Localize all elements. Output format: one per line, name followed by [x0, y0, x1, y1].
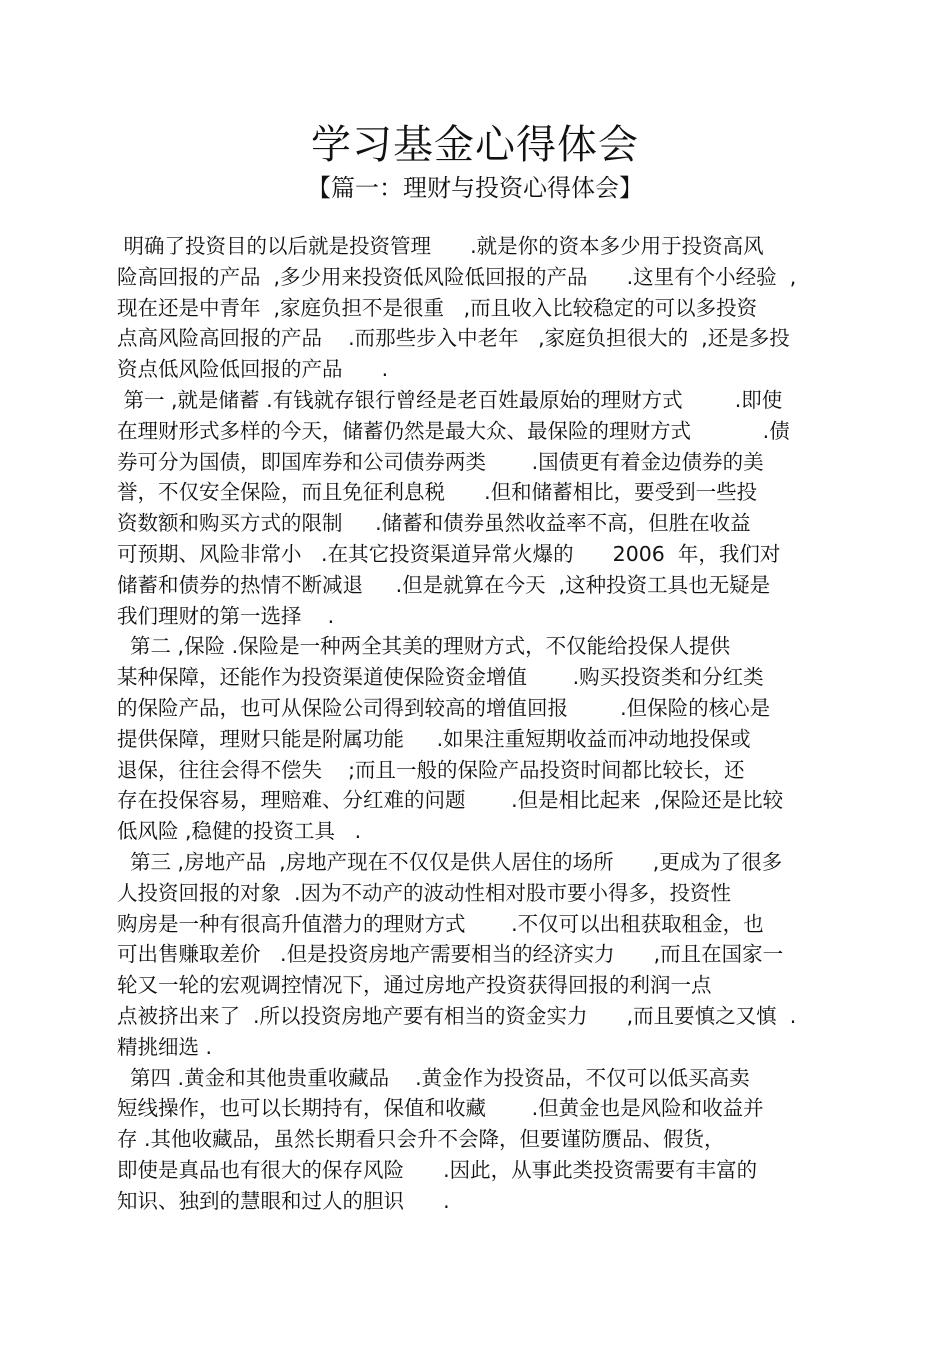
body-line: 现在还是中青年 ,家庭负担不是很重 ,而且收入比较稳定的可以多投资	[117, 295, 758, 320]
body-line: 提供保障，理财只能是附属功能 .如果注重短期收益而冲动地投保或	[117, 726, 751, 751]
body-line: 我们理财的第一选择 .	[117, 603, 335, 628]
document-title: 学习基金心得体会	[311, 122, 639, 168]
body-line: 存 .其他收藏品，虽然长期看只会升不会降，但要谨防赝品、假货，	[117, 1127, 725, 1152]
body-line: 险高回报的产品 ,多少用来投资低风险低回报的产品 .这里有个小经验 ,	[117, 264, 797, 289]
body-line: 资数额和购买方式的限制 .储蓄和债券虽然收益率不高，但胜在收益	[117, 511, 751, 536]
body-line: 第一 ,就是储蓄 .有钱就存银行曾经是老百姓最原始的理财方式 .即使	[117, 387, 783, 412]
body-line: 点高风险高回报的产品 .而那些步入中老年 ,家庭负担很大的 ,还是多投	[117, 326, 790, 351]
body-line: 某种保障，还能作为投资渠道使保险资金增值 .购买投资类和分红类	[117, 665, 764, 690]
body-line: 第三 ,房地产品 ,房地产现在不仅仅是供人居住的场所 ,更成为了很多	[117, 849, 783, 874]
body-line: 轮又一轮的宏观调控情况下，通过房地产投资获得回报的利润一点	[117, 973, 712, 998]
body-line: 储蓄和债券的热情不断减退 .但是就算在今天 ,这种投资工具也无疑是	[117, 572, 771, 597]
body-line: 明确了投资目的以后就是投资管理 .就是你的资本多少用于投资高风	[117, 234, 764, 258]
body-line: 誉，不仅安全保险，而且免征利息税 .但和储蓄相比，要受到一些投	[117, 480, 758, 505]
body-line: 第四 .黄金和其他贵重收藏品 .黄金作为投资品，不仅可以低买高卖	[117, 1065, 750, 1090]
body-line: 精挑细选 .	[117, 1034, 213, 1059]
body-line: 在理财形式多样的今天，储蓄仍然是最大众、最保险的理财方式 .债	[117, 418, 790, 443]
body-line: 资点低风险低回报的产品 .	[117, 357, 389, 382]
body-line: 退保，往往会得不偿失 ;而且一般的保险产品投资时间都比较长，还	[117, 757, 745, 782]
body-line: 点被挤出来了 .所以投资房地产要有相当的资金实力 ,而且要慎之又慎 .	[117, 1003, 797, 1028]
body-line: 知识、独到的慧眼和过人的胆识 .	[117, 1188, 450, 1213]
body-line: 可出售赚取差价 .但是投资房地产需要相当的经济实力 ,而且在国家一	[117, 942, 784, 967]
body-line: 短线操作，也可以长期持有，保值和收藏 .但黄金也是风险和收益并	[117, 1096, 764, 1121]
body-line: 低风险 ,稳健的投资工具 .	[117, 819, 362, 844]
body-line: 购房是一种有很高升值潜力的理财方式 .不仅可以出租获取租金，也	[117, 911, 764, 936]
body-line: 可预期、风险非常小 .在其它投资渠道异常火爆的 2006 年，我们对	[117, 541, 781, 566]
body-line: 券可分为国债，即国库券和公司债券两类 .国债更有着金边债券的美	[117, 449, 764, 474]
body-line: 的保险产品，也可从保险公司得到较高的增值回报 .但保险的核心是	[117, 695, 771, 720]
body-line: 第二 ,保险 .保险是一种两全其美的理财方式，不仅能给投保人提供	[117, 634, 731, 659]
body-line: 即使是真品也有很大的保存风险 .因此，从事此类投资需要有丰富的	[117, 1157, 758, 1182]
document-subtitle: 【篇一：理财与投资心得体会】	[307, 174, 643, 202]
body-line: 人投资回报的对象 .因为不动产的波动性相对股市要小得多，投资性	[117, 880, 732, 905]
document-body	[117, 231, 837, 1217]
body-line: 存在投保容易，理赔难、分红难的问题 .但是相比起来 ,保险还是比较	[117, 788, 784, 813]
